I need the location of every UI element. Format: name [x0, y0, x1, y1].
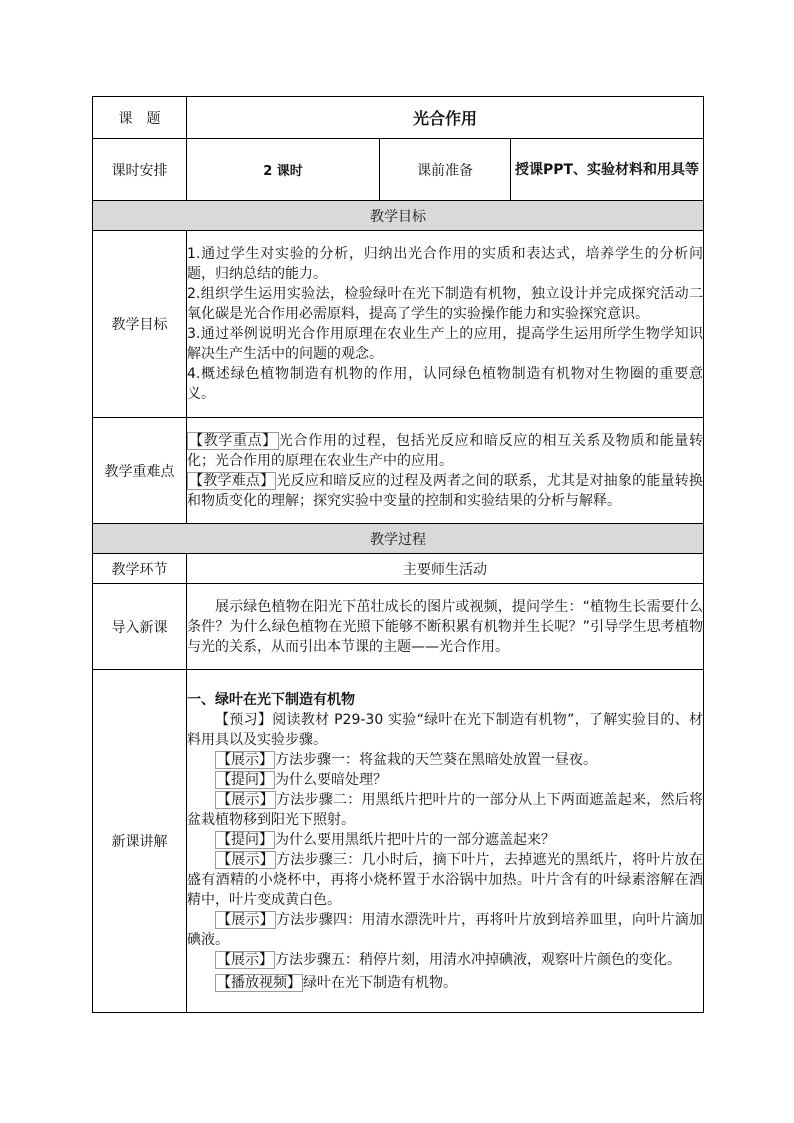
intro-row: [93, 584, 704, 670]
topic-label: 课 题: [93, 97, 187, 139]
step-text: 阅读教材 P29-30 实验“绿叶在光下制造有机物”，了解实验目的、材料用具以及实验步骤。: [187, 711, 704, 748]
step-paragraph: [187, 710, 703, 750]
step-tag: 【提问】: [217, 831, 273, 848]
step-paragraph: [187, 790, 703, 830]
schedule-row: [93, 139, 704, 201]
process-section-title: 教学过程: [93, 524, 704, 554]
step-tag: 【展示】: [217, 751, 273, 768]
step-paragraph: [187, 750, 703, 770]
step-text: 绿叶在光下制造有机物。: [303, 974, 457, 991]
step-text: 为什么要用黑纸片把叶片的一部分遮盖起来？: [275, 831, 555, 848]
key-points-content: [187, 418, 704, 524]
hours-label: 课时安排: [93, 139, 187, 201]
intro-label: 导入新课: [93, 584, 187, 670]
prep-value: 授课PPT、实验材料和用具等: [511, 139, 704, 201]
step-tag: 【预习】: [215, 711, 273, 728]
step-tag: 【展示】: [217, 851, 274, 868]
key-points-row: [93, 418, 704, 524]
step-tag: 【展示】: [217, 911, 274, 928]
key-points-label: 教学重难点: [93, 418, 187, 524]
new-lesson-row: [93, 670, 704, 1013]
step-text: 方法步骤四：用清水漂洗叶片，再将叶片放到培养皿里，向叶片滴加碘液。: [187, 911, 704, 948]
step-tag: 【播放视频】: [217, 974, 301, 991]
difficult-point-tag: 【教学难点】: [189, 472, 275, 489]
objective-item: 3.通过举例说明光合作用原理在农业生产上的应用，提高学生运用所学生物学知识解决生产生活中的问题的观念。: [187, 326, 703, 362]
lesson-title: 光合作用: [187, 97, 704, 139]
objective-item: 2.组织学生运用实验法，检验绿叶在光下制造有机物，独立设计并完成探究活动二氧化碳是光合作用必需原料，提高了学生的实验操作能力和实验探究意识。: [187, 286, 703, 322]
key-point-tag: 【教学重点】: [189, 432, 277, 449]
step-paragraph: [187, 770, 703, 790]
topic-row: [93, 97, 704, 139]
activity-column-header: 主要师生活动: [187, 554, 704, 584]
step-tag: 【展示】: [217, 791, 274, 808]
key-point-text: 光合作用的过程，包括光反应和暗反应的相互关系及物质和能量转化；光合作用的原理在农业生产中的应用。: [187, 432, 704, 469]
new-lesson-heading: 一、绿叶在光下制造有机物: [187, 691, 355, 708]
objectives-row: [93, 231, 704, 418]
step-text: 为什么要暗处理？: [275, 771, 387, 788]
step-paragraph: [187, 910, 703, 950]
difficult-point-paragraph: [187, 471, 703, 511]
step-text: 方法步骤一：将盆栽的天竺葵在黑暗处放置一昼夜。: [275, 751, 597, 768]
objectives-section-title: 教学目标: [93, 201, 704, 231]
lesson-plan-table: [92, 96, 704, 1013]
prep-label: 课前准备: [380, 139, 511, 201]
step-tag: 【展示】: [217, 951, 273, 968]
intro-text: 展示绿色植物在阳光下茁壮成长的图片或视频，提问学生：“植物生长需要什么条件？为什么绿色植物在光照下能够不断积累有机物并生长呢？”引导学生思考植物与光的关系，从而引出本节课的主题——光合作用。: [187, 598, 703, 655]
stage-column-header: 教学环节: [93, 554, 187, 584]
step-paragraph: [187, 830, 703, 850]
objectives-label: 教学目标: [93, 231, 187, 418]
process-header-row: [93, 554, 704, 584]
step-paragraph: [187, 950, 703, 970]
hours-value: 2 课时: [187, 139, 380, 201]
process-section-row: [93, 524, 704, 554]
objective-item: 4.概述绿色植物制造有机物的作用，认同绿色植物制造有机物对生物圈的重要意义。: [187, 366, 703, 402]
objective-item: 1.通过学生对实验的分析，归纳出光合作用的实质和表达式，培养学生的分析问题，归纳总结的能力。: [187, 246, 703, 282]
key-point-paragraph: [187, 431, 703, 471]
step-text: 方法步骤五：稍停片刻，用清水冲掉碘液，观察叶片颜色的变化。: [275, 951, 681, 968]
objectives-content: [187, 231, 704, 418]
intro-content: [187, 584, 704, 670]
step-text: 方法步骤二：用黑纸片把叶片的一部分从上下两面遮盖起来，然后将盆栽植物移到阳光下照射。: [187, 791, 704, 828]
new-lesson-content: [187, 670, 704, 1013]
difficult-point-text: 光反应和暗反应的过程及两者之间的联系，尤其是对抽象的能量转换和物质变化的理解；探究实验中变量的控制和实验结果的分析与解释。: [187, 472, 704, 509]
objectives-section-row: [93, 201, 704, 231]
new-lesson-label: 新课讲解: [93, 670, 187, 1013]
step-paragraph: [187, 850, 703, 910]
step-tag: 【提问】: [217, 771, 273, 788]
step-text: 方法步骤三：几小时后，摘下叶片，去掉遮光的黑纸片，将叶片放在盛有酒精的小烧杯中，再将小烧杯置于水浴锅中加热。叶片含有的叶绿素溶解在酒精中，叶片变成黄白色。: [187, 851, 704, 908]
step-paragraph: [187, 973, 703, 993]
